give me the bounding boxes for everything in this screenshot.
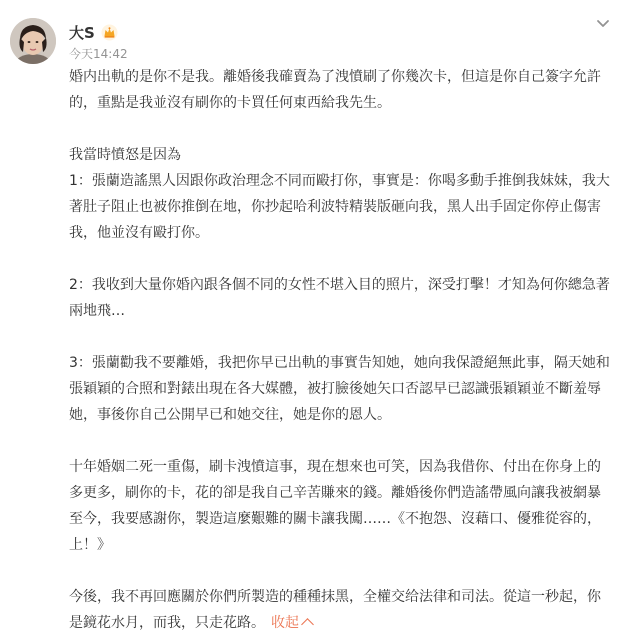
post-timestamp[interactable]: 今天14:42: [69, 47, 128, 61]
post-paragraph-text: 今後，我不再回應關於你們所製造的種種抹黑，全權交给法律和司法。從這一秒起，你 是鏡花水月，而我，只走花路。: [69, 589, 601, 631]
avatar-portrait-icon: [10, 18, 56, 64]
chevron-up-icon: [301, 618, 314, 631]
post-paragraph: 我當時憤怒是因為 1：張蘭造謠黑人因跟你政治理念不同而毆打你，事實是：你喝多動手推倒我妹妹，我大 著肚子阻止也被你推倒在地，你抄起哈利波特精裝版砸向我，黑人出手固定你停止傷害 我，他並沒有毆打你。: [69, 147, 610, 241]
author-name[interactable]: 大S: [69, 23, 95, 42]
post-paragraph: 2：我收到大量你婚內跟各個不同的女性不堪入目的照片，深受打擊！才知為何你總急著 兩地飛…: [69, 277, 610, 319]
author-row: [69, 22, 128, 42]
post-paragraph: 十年婚姻二死一重傷，刷卡洩憤這事，現在想來也可笑，因為我借你、付出在你身上的 多更多，刷你的卡，花的卻是我自己辛苦賺來的錢。離婚後你們造謠帶風向讓我被網暴 至今，我要感謝你，製造這麼艱難的關卡讓我闖……《不抱怨、沒藉口、優雅從容的， 上！》: [69, 459, 601, 553]
avatar[interactable]: [10, 18, 56, 64]
post-body: [69, 64, 617, 636]
post-header: [69, 22, 128, 62]
post-paragraph-last: [69, 584, 617, 636]
post-paragraph: 婚内出軌的是你不是我。離婚後我確賣為了洩憤刷了你幾次卡，但這是你自己簽字允許 的，重點是我並沒有刷你的卡買任何東西給我先生。: [69, 69, 601, 111]
crown-badge-icon[interactable]: [101, 24, 118, 41]
chevron-down-icon[interactable]: [594, 14, 612, 32]
collapse-button[interactable]: [271, 615, 312, 631]
post-paragraph: 3：張蘭勸我不要離婚，我把你早已出軌的事實告知她，她向我保證絕無此事，隔天她和 張穎穎的合照和對錶出現在各大媒體，被打臉後她矢口否認早已認識張穎穎並不斷羞辱 她，事後你自己公開早已和她交往，她是你的恩人。: [69, 355, 610, 423]
collapse-label: 收起: [271, 615, 299, 631]
